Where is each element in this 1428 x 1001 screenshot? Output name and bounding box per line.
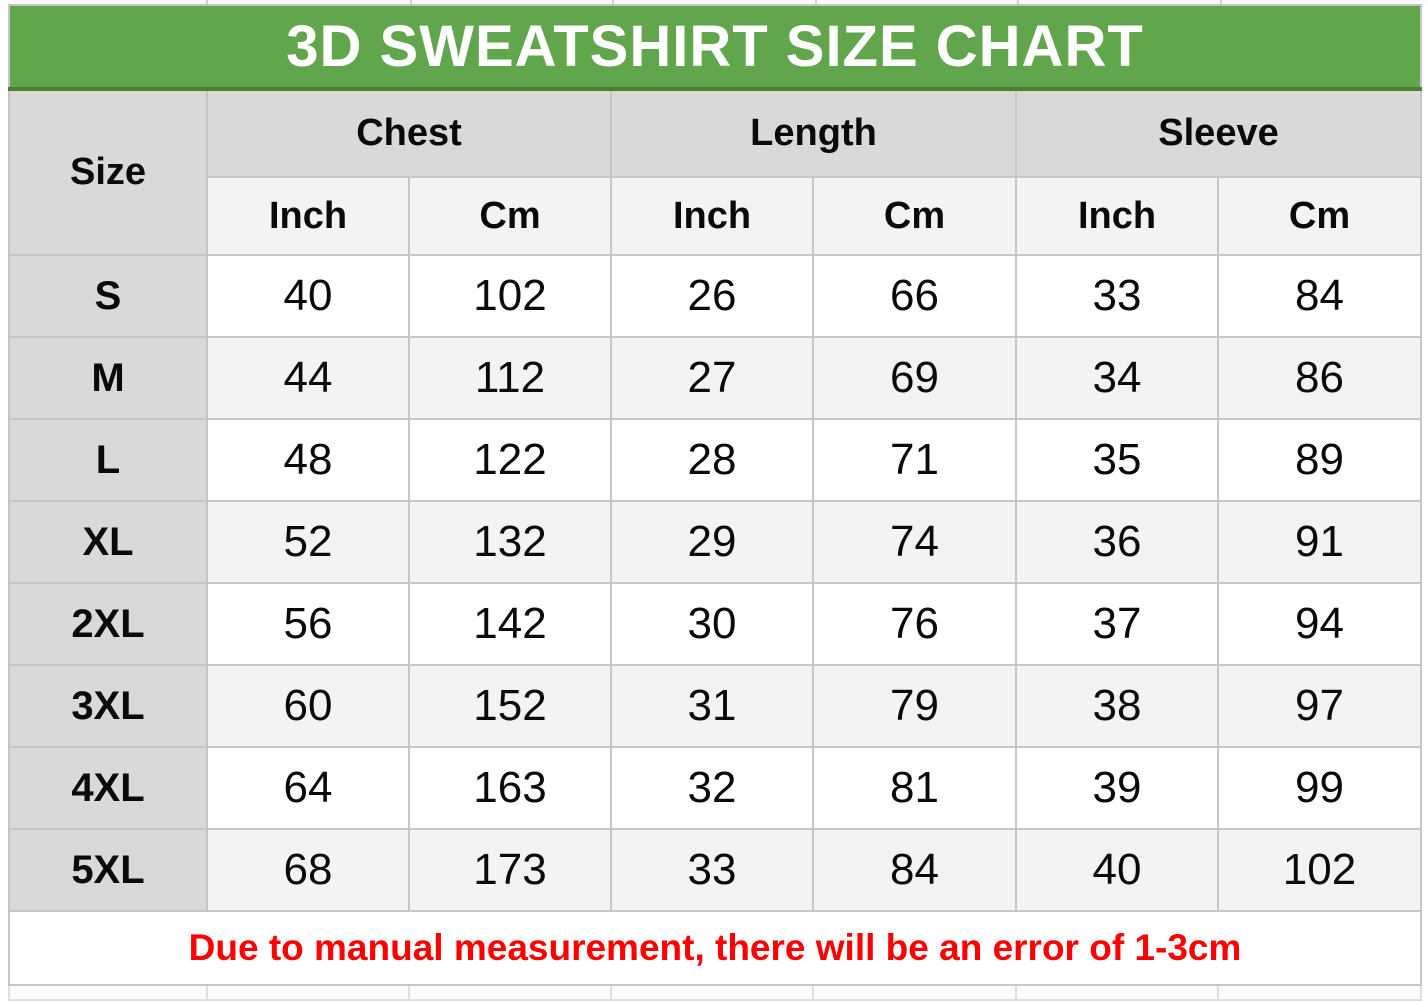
data-cell: 94 [1218, 583, 1421, 665]
column-header-size: Size [9, 89, 207, 255]
size-row-label: S [9, 255, 207, 337]
data-cell: 40 [207, 255, 409, 337]
data-cell: 89 [1218, 419, 1421, 501]
data-cell: 102 [1218, 829, 1421, 911]
data-cell: 84 [813, 829, 1016, 911]
data-cell: 31 [611, 665, 813, 747]
data-cell: 81 [813, 747, 1016, 829]
data-cell: 28 [611, 419, 813, 501]
unit-header-length-inch: Inch [611, 177, 813, 255]
unit-header-sleeve-cm: Cm [1218, 177, 1421, 255]
data-cell: 64 [207, 747, 409, 829]
measurement-note-row [9, 911, 1421, 985]
data-cell: 39 [1016, 747, 1218, 829]
size-row-label: 3XL [9, 665, 207, 747]
data-cell: 71 [813, 419, 1016, 501]
data-cell: 102 [409, 255, 611, 337]
unit-header-length-cm: Cm [813, 177, 1016, 255]
unit-header-chest-cm: Cm [409, 177, 611, 255]
chart-title: 3D SWEATSHIRT SIZE CHART [9, 5, 1421, 89]
table-row-m [9, 337, 1421, 419]
data-cell: 152 [409, 665, 611, 747]
title-banner-row [9, 5, 1421, 89]
size-chart-table [8, 4, 1422, 1001]
table-row-s [9, 255, 1421, 337]
measurement-group-header-row [9, 89, 1421, 177]
spreadsheet-bottom-row-sliver [9, 985, 1421, 1000]
unit-header-chest-inch: Inch [207, 177, 409, 255]
data-cell: 27 [611, 337, 813, 419]
data-cell: 34 [1016, 337, 1218, 419]
data-cell: 35 [1016, 419, 1218, 501]
data-cell: 76 [813, 583, 1016, 665]
size-row-label: 5XL [9, 829, 207, 911]
empty-cell [611, 985, 813, 1000]
measurement-error-note: Due to manual measurement, there will be an error of 1-3cm [9, 911, 1421, 985]
data-cell: 38 [1016, 665, 1218, 747]
data-cell: 44 [207, 337, 409, 419]
data-cell: 99 [1218, 747, 1421, 829]
data-cell: 97 [1218, 665, 1421, 747]
data-cell: 66 [813, 255, 1016, 337]
data-cell: 142 [409, 583, 611, 665]
data-cell: 56 [207, 583, 409, 665]
data-cell: 48 [207, 419, 409, 501]
unit-header-sleeve-inch: Inch [1016, 177, 1218, 255]
data-cell: 91 [1218, 501, 1421, 583]
data-cell: 163 [409, 747, 611, 829]
empty-cell [813, 985, 1016, 1000]
data-cell: 32 [611, 747, 813, 829]
table-row-l [9, 419, 1421, 501]
data-cell: 52 [207, 501, 409, 583]
size-row-label: M [9, 337, 207, 419]
data-cell: 173 [409, 829, 611, 911]
data-cell: 37 [1016, 583, 1218, 665]
data-cell: 86 [1218, 337, 1421, 419]
column-header-chest: Chest [207, 89, 611, 177]
data-cell: 29 [611, 501, 813, 583]
empty-cell [1218, 985, 1421, 1000]
data-cell: 68 [207, 829, 409, 911]
size-row-label: 2XL [9, 583, 207, 665]
table-row-xl [9, 501, 1421, 583]
data-cell: 74 [813, 501, 1016, 583]
data-cell: 69 [813, 337, 1016, 419]
size-row-label: 4XL [9, 747, 207, 829]
data-cell: 33 [1016, 255, 1218, 337]
data-cell: 60 [207, 665, 409, 747]
empty-cell [9, 985, 207, 1000]
table-row-3xl [9, 665, 1421, 747]
column-header-sleeve: Sleeve [1016, 89, 1421, 177]
empty-cell [1016, 985, 1218, 1000]
table-row-5xl [9, 829, 1421, 911]
table-row-2xl [9, 583, 1421, 665]
data-cell: 26 [611, 255, 813, 337]
empty-cell [207, 985, 409, 1000]
unit-header-row [9, 177, 1421, 255]
data-cell: 84 [1218, 255, 1421, 337]
data-cell: 30 [611, 583, 813, 665]
data-cell: 79 [813, 665, 1016, 747]
column-header-length: Length [611, 89, 1016, 177]
data-cell: 112 [409, 337, 611, 419]
data-cell: 122 [409, 419, 611, 501]
data-cell: 132 [409, 501, 611, 583]
empty-cell [409, 985, 611, 1000]
size-row-label: XL [9, 501, 207, 583]
data-cell: 33 [611, 829, 813, 911]
table-row-4xl [9, 747, 1421, 829]
data-cell: 36 [1016, 501, 1218, 583]
data-cell: 40 [1016, 829, 1218, 911]
size-row-label: L [9, 419, 207, 501]
